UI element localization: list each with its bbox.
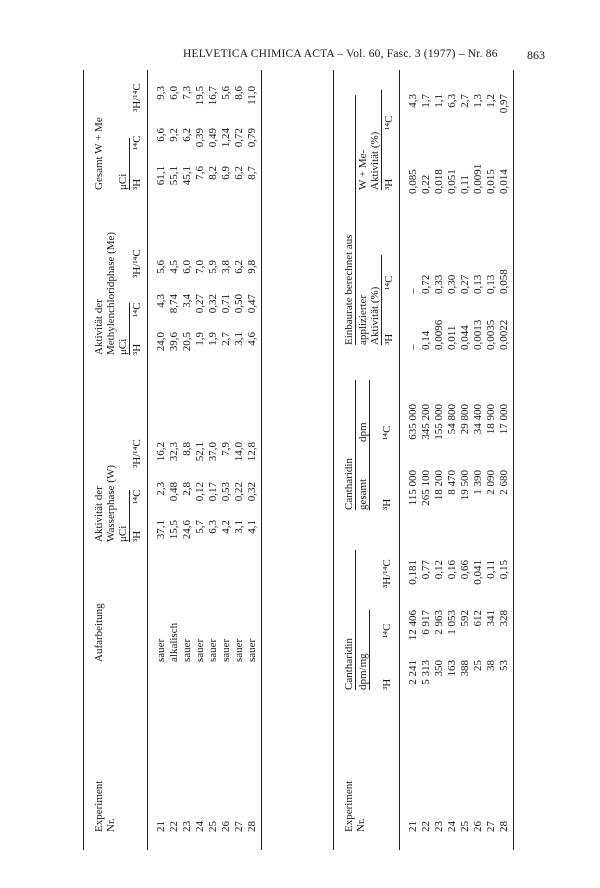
table1-cell-gr: 8,6 xyxy=(233,86,245,100)
t2-wme-2: Aktivität (%) xyxy=(369,131,381,190)
table2-cell-a14c: 0,72 xyxy=(420,274,432,294)
table1-cell-auf: sauer xyxy=(233,638,245,662)
table1-cell-g14c: 1,24 xyxy=(220,128,232,148)
table1-cell-m3h: 39,6 xyxy=(168,332,180,352)
t2-dpm-rule xyxy=(369,380,370,510)
table2-cell-a3h: – xyxy=(407,344,419,350)
t2-w-14c: ¹⁴C xyxy=(383,115,395,130)
table2-cell-c3h: 163 xyxy=(446,660,458,677)
t2-wme-rule xyxy=(381,90,382,190)
t2-c-ratio: ³H/¹⁴C xyxy=(381,559,393,588)
t2-dpm-mg: dpm/mg xyxy=(357,653,369,690)
t2-col-cantharidin1: Cantharidin xyxy=(343,638,355,690)
table1-cell-wr: 32,3 xyxy=(168,442,180,462)
t2-cantharidin1-rule xyxy=(355,550,356,690)
table2-cell-w14c: 0,97 xyxy=(498,94,510,114)
table1-cell-auf: sauer xyxy=(181,638,193,662)
table1-cell-m3h: 24,0 xyxy=(155,332,167,352)
table1-cell-w14c: 0,17 xyxy=(207,482,219,502)
table1-cell-mr: 6,0 xyxy=(181,260,193,274)
table1-cell-g14c: 0,72 xyxy=(233,128,245,148)
table2-cell-nr: 21 xyxy=(407,821,419,832)
table2-cell-c14c: 6 917 xyxy=(420,610,432,635)
table2-cell-w3h: 0,018 xyxy=(433,169,445,194)
table2-cell-g3h: 265 100 xyxy=(420,470,432,506)
table1-cell-wr: 8,8 xyxy=(181,442,193,456)
table2-cell-cr: 0,041 xyxy=(472,560,484,585)
table2-cell-nr: 27 xyxy=(485,821,497,832)
table2-cell-w3h: 0,015 xyxy=(485,169,497,194)
t2-col-cantharidin2: Cantharidin xyxy=(343,458,355,510)
t1-methylen-unit-rule xyxy=(129,303,130,355)
t2-appl-2: Aktivität (%) xyxy=(369,286,381,345)
table1-cell-auf: sauer xyxy=(220,638,232,662)
table2-cell-c14c: 2 963 xyxy=(433,610,445,635)
table1-cell-w14c: 2,3 xyxy=(155,482,167,496)
table2-cell-c3h: 53 xyxy=(498,660,510,671)
table1-cell-wr: 37,0 xyxy=(207,442,219,462)
table2-cell-a3h: 0,0096 xyxy=(433,319,445,350)
t2-w-3h: ³H xyxy=(383,178,395,190)
t2-a-14c: ¹⁴C xyxy=(383,275,395,290)
t2-wme-1: W + Me- xyxy=(357,149,369,190)
table1-cell-auf: sauer xyxy=(246,638,258,662)
t2-g-14c: ¹⁴C xyxy=(381,425,393,440)
table2-cell-cr: 0,77 xyxy=(420,560,432,580)
t1-col-nr: Nr. xyxy=(105,818,117,832)
t2-cantharidin2-rule xyxy=(355,380,356,510)
table1-cell-m3h: 1,9 xyxy=(194,332,206,346)
table2-cell-g3h: 8 470 xyxy=(446,470,458,495)
table1-cell-m14c: 4,3 xyxy=(155,294,167,308)
table2-cell-w14c: 1,7 xyxy=(420,94,432,108)
table1-cell-g14c: 0,49 xyxy=(207,128,219,148)
table2-cell-c14c: 12 406 xyxy=(407,610,419,641)
t1-methylen-ratio: ³H/¹⁴C xyxy=(131,249,143,278)
t1-col-wasser-2: Wasserphase (W) xyxy=(105,465,117,542)
table1-cell-gr: 16,7 xyxy=(207,86,219,106)
table2-cell-g14c: 29 800 xyxy=(459,404,471,435)
t2-gesamt: gesamt xyxy=(357,478,369,510)
t2-einbau-rule xyxy=(355,95,356,345)
table1-cell-w3h: 15,5 xyxy=(168,520,180,540)
table2-cell-w3h: 0,014 xyxy=(498,169,510,194)
t1-col-aufarbeitung: Aufarbeitung xyxy=(93,603,105,662)
table1-cell-w14c: 2,8 xyxy=(181,482,193,496)
table2-cell-a14c: 0,13 xyxy=(485,274,497,294)
table1-cell-wr: 52,1 xyxy=(194,442,206,462)
table1-cell-gr: 6,0 xyxy=(168,86,180,100)
table1-cell-w14c: 0,32 xyxy=(246,482,258,502)
table1-cell-w14c: 0,22 xyxy=(233,482,245,502)
table2-cell-w3h: 0,22 xyxy=(420,174,432,194)
table2-cell-a14c: 0,33 xyxy=(433,274,445,294)
table2-cell-g14c: 635 000 xyxy=(407,404,419,440)
table2-cell-cr: 0,11 xyxy=(485,560,497,579)
t2-dpm: dpm xyxy=(357,422,369,442)
table1-cell-g3h: 6,9 xyxy=(220,166,232,180)
table1-cell-mr: 3,8 xyxy=(220,260,232,274)
t2-c-14c: ¹⁴C xyxy=(381,623,393,638)
table2-top-rule xyxy=(333,70,334,850)
table2-cell-g14c: 18 900 xyxy=(485,404,497,435)
table1-cell-nr: 23 xyxy=(181,821,193,832)
table2-cell-cr: 0,66 xyxy=(459,560,471,580)
t1-gesamt-unit-rule xyxy=(129,138,130,190)
table2-cell-a3h: 0,011 xyxy=(446,325,458,350)
table1-cell-g3h: 45,1 xyxy=(181,166,193,186)
t1-wasser-unit-rule xyxy=(129,490,130,542)
table2-cell-g3h: 18 200 xyxy=(433,470,445,501)
table1-cell-mr: 4,5 xyxy=(168,260,180,274)
t1-gesamt-ratio: ³H/¹⁴C xyxy=(131,83,143,112)
table1-cell-nr: 26 xyxy=(220,821,232,832)
table2-cell-a14c: 0,27 xyxy=(459,274,471,294)
table2-cell-a14c: 0,30 xyxy=(446,274,458,294)
table1-cell-g14c: 9,2 xyxy=(168,128,180,142)
table2-cell-w14c: 2,7 xyxy=(459,94,471,108)
t1-methylen-14c: ¹⁴C xyxy=(131,302,143,317)
table2-cell-w3h: 0,051 xyxy=(446,169,458,194)
t2-g-3h: ³H xyxy=(381,498,393,510)
table2-cell-w14c: 1,1 xyxy=(433,94,445,108)
table1-cell-m14c: 0,32 xyxy=(207,294,219,314)
table1-cell-nr: 22 xyxy=(168,821,180,832)
t2-appl-rule xyxy=(381,255,382,345)
table2-cell-a3h: 0,0022 xyxy=(498,319,510,350)
table2-cell-c3h: 350 xyxy=(433,660,445,677)
table1-cell-gr: 5,6 xyxy=(220,86,232,100)
table2-cell-nr: 28 xyxy=(498,821,510,832)
table2-cell-w14c: 6,3 xyxy=(446,94,458,108)
table2-cell-g3h: 2 680 xyxy=(498,470,510,495)
t1-col-experiment: Experiment xyxy=(93,780,105,832)
table1-cell-w14c: 0,53 xyxy=(220,482,232,502)
table1-cell-m14c: 0,50 xyxy=(233,294,245,314)
table2-header-rule xyxy=(399,70,400,850)
t1-col-methylen-1: Aktivität der xyxy=(93,299,105,355)
table1-cell-gr: 9,3 xyxy=(155,86,167,100)
table1-cell-m14c: 0,27 xyxy=(194,294,206,314)
t1-methylen-unit: μCi xyxy=(117,338,129,355)
table1-cell-w3h: 5,7 xyxy=(194,520,206,534)
table2-cell-g14c: 54 800 xyxy=(446,404,458,435)
table1-cell-nr: 28 xyxy=(246,821,258,832)
table1-cell-g3h: 7,6 xyxy=(194,166,206,180)
table2-cell-c14c: 341 xyxy=(485,610,497,627)
table1-cell-w14c: 0,48 xyxy=(168,482,180,502)
table1-cell-w3h: 6,3 xyxy=(207,520,219,534)
table1-cell-g14c: 0,79 xyxy=(246,128,258,148)
t2-dpm-mg-rule xyxy=(369,610,370,690)
table1-cell-nr: 24 xyxy=(194,821,206,832)
table2-cell-c3h: 25 xyxy=(472,660,484,671)
table2-cell-a3h: 0,0035 xyxy=(485,319,497,350)
table2-cell-w3h: 0,11 xyxy=(459,175,471,194)
table1-cell-w3h: 3,1 xyxy=(233,520,245,534)
table1-cell-auf: alkalisch xyxy=(168,622,180,662)
table1-cell-wr: 12,8 xyxy=(246,442,258,462)
table1-cell-nr: 25 xyxy=(207,821,219,832)
table1-cell-gr: 7,3 xyxy=(181,86,193,100)
table1-cell-m3h: 20,5 xyxy=(181,332,193,352)
t2-a-3h: ³H xyxy=(383,333,395,345)
table1-cell-w14c: 0,12 xyxy=(194,482,206,502)
table2-cell-nr: 23 xyxy=(433,821,445,832)
table2-cell-c14c: 592 xyxy=(459,610,471,627)
table1-cell-auf: sauer xyxy=(207,638,219,662)
table1-cell-wr: 16,2 xyxy=(155,442,167,462)
table2-cell-a14c: – xyxy=(407,288,419,294)
t2-col-einbau: Einbaurate berechnet aus xyxy=(343,234,355,345)
table2-cell-w14c: 1,3 xyxy=(472,94,484,108)
table1-bottom-rule xyxy=(261,70,262,850)
table1-cell-g3h: 61,1 xyxy=(155,166,167,186)
table1-cell-nr: 27 xyxy=(233,821,245,832)
table1-cell-mr: 6,2 xyxy=(233,260,245,274)
page-number: 863 xyxy=(527,48,545,62)
table2-cell-w14c: 1,2 xyxy=(485,94,497,108)
table1-cell-g14c: 6,6 xyxy=(155,128,167,142)
table2-cell-nr: 22 xyxy=(420,821,432,832)
table2-cell-a3h: 0,0013 xyxy=(472,319,484,350)
table1-cell-g3h: 6,2 xyxy=(233,166,245,180)
t1-gesamt-unit: μCi xyxy=(117,173,129,190)
table2-cell-g3h: 19 500 xyxy=(459,470,471,501)
table2-cell-g14c: 155 000 xyxy=(433,404,445,440)
table2-cell-nr: 25 xyxy=(459,821,471,832)
t1-col-methylen-2: Methylenchloridphase (Me) xyxy=(105,231,117,355)
table2-cell-g14c: 17 000 xyxy=(498,404,510,435)
table1-cell-nr: 21 xyxy=(155,821,167,832)
t1-methylen-3h: ³H xyxy=(131,343,143,355)
table2-cell-g3h: 115 000 xyxy=(407,470,419,506)
journal-title: HELVETICA CHIMICA ACTA – Vol. 60, Fasc. 3 (1977) – Nr. 86 xyxy=(183,48,498,60)
table2-cell-cr: 0,12 xyxy=(433,560,445,580)
table2-cell-g14c: 345 200 xyxy=(420,404,432,440)
table2-cell-cr: 0,15 xyxy=(498,560,510,580)
table2-cell-a14c: 0,058 xyxy=(498,269,510,294)
table1-cell-m14c: 0,47 xyxy=(246,294,258,314)
table1-cell-g14c: 0,39 xyxy=(194,128,206,148)
table1-cell-m3h: 2,7 xyxy=(220,332,232,346)
table2-cell-g14c: 34 400 xyxy=(472,404,484,435)
table2-cell-nr: 26 xyxy=(472,821,484,832)
table1-cell-w3h: 4,1 xyxy=(246,520,258,534)
table2-cell-a3h: 0,14 xyxy=(420,330,432,350)
table2-cell-g3h: 1 390 xyxy=(472,470,484,495)
table1-cell-g3h: 55,1 xyxy=(168,166,180,186)
table1-cell-mr: 9,8 xyxy=(246,260,258,274)
table2-cell-w14c: 4,3 xyxy=(407,94,419,108)
table2-cell-c3h: 2 241 xyxy=(407,660,419,685)
table1-cell-m3h: 4,6 xyxy=(246,332,258,346)
table2-cell-cr: 0,181 xyxy=(407,560,419,585)
table2-cell-c14c: 612 xyxy=(472,610,484,627)
table2-cell-c14c: 328 xyxy=(498,610,510,627)
table2-cell-c3h: 388 xyxy=(459,660,471,677)
table1-cell-w3h: 37,1 xyxy=(155,520,167,540)
table2-cell-c14c: 1 053 xyxy=(446,610,458,635)
table1-cell-mr: 7,0 xyxy=(194,260,206,274)
table1-cell-w3h: 4,2 xyxy=(220,520,232,534)
table1-cell-m14c: 3,4 xyxy=(181,294,193,308)
table1-cell-mr: 5,9 xyxy=(207,260,219,274)
table1-cell-gr: 11,0 xyxy=(246,86,258,105)
table1-cell-m14c: 8,74 xyxy=(168,294,180,314)
t2-c-3h: ³H xyxy=(381,678,393,690)
table2-cell-w3h: 0,0091 xyxy=(472,163,484,194)
table2-cell-nr: 24 xyxy=(446,821,458,832)
table2-cell-a14c: 0,13 xyxy=(472,274,484,294)
table2-bottom-rule xyxy=(513,70,514,850)
t1-wasser-ratio: ³H/¹⁴C xyxy=(131,439,143,468)
table2-cell-cr: 0,16 xyxy=(446,560,458,580)
table2-cell-g3h: 2 090 xyxy=(485,470,497,495)
t1-wasser-unit: μCi xyxy=(117,525,129,542)
t2-appl-1: applizierter xyxy=(357,294,369,345)
t1-col-gesamt: Gesamt W + Me xyxy=(93,117,105,190)
t1-wasser-3h: ³H xyxy=(131,530,143,542)
t1-col-wasser-1: Aktivität der xyxy=(93,486,105,542)
t1-gesamt-3h: ³H xyxy=(131,178,143,190)
table2-cell-a3h: 0,044 xyxy=(459,325,471,350)
table1-cell-m3h: 3,1 xyxy=(233,332,245,346)
table1-top-rule xyxy=(83,70,84,850)
table2-cell-c3h: 5 313 xyxy=(420,660,432,685)
table1-header-rule xyxy=(147,70,148,850)
table1-cell-wr: 14,0 xyxy=(233,442,245,462)
rotated-tables xyxy=(75,70,545,850)
table1-cell-w3h: 24,6 xyxy=(181,520,193,540)
table2-cell-w3h: 0,085 xyxy=(407,169,419,194)
t1-gesamt-14c: ¹⁴C xyxy=(131,135,143,150)
t1-wasser-14c: ¹⁴C xyxy=(131,489,143,504)
t2-col-nr: Nr. xyxy=(355,818,367,832)
table1-cell-auf: sauer xyxy=(155,638,167,662)
table1-cell-g3h: 8,2 xyxy=(207,166,219,180)
table1-cell-mr: 5,6 xyxy=(155,260,167,274)
table2-cell-c3h: 38 xyxy=(485,660,497,671)
table1-cell-m3h: 1,9 xyxy=(207,332,219,346)
table1-cell-g3h: 8,7 xyxy=(246,166,258,180)
table1-cell-g14c: 6,2 xyxy=(181,128,193,142)
table1-cell-wr: 7,9 xyxy=(220,442,232,456)
table1-cell-auf: sauer xyxy=(194,638,206,662)
t2-col-experiment: Experiment xyxy=(343,780,355,832)
table1-cell-gr: 19,5 xyxy=(194,86,206,106)
table1-cell-m14c: 0,71 xyxy=(220,294,232,314)
